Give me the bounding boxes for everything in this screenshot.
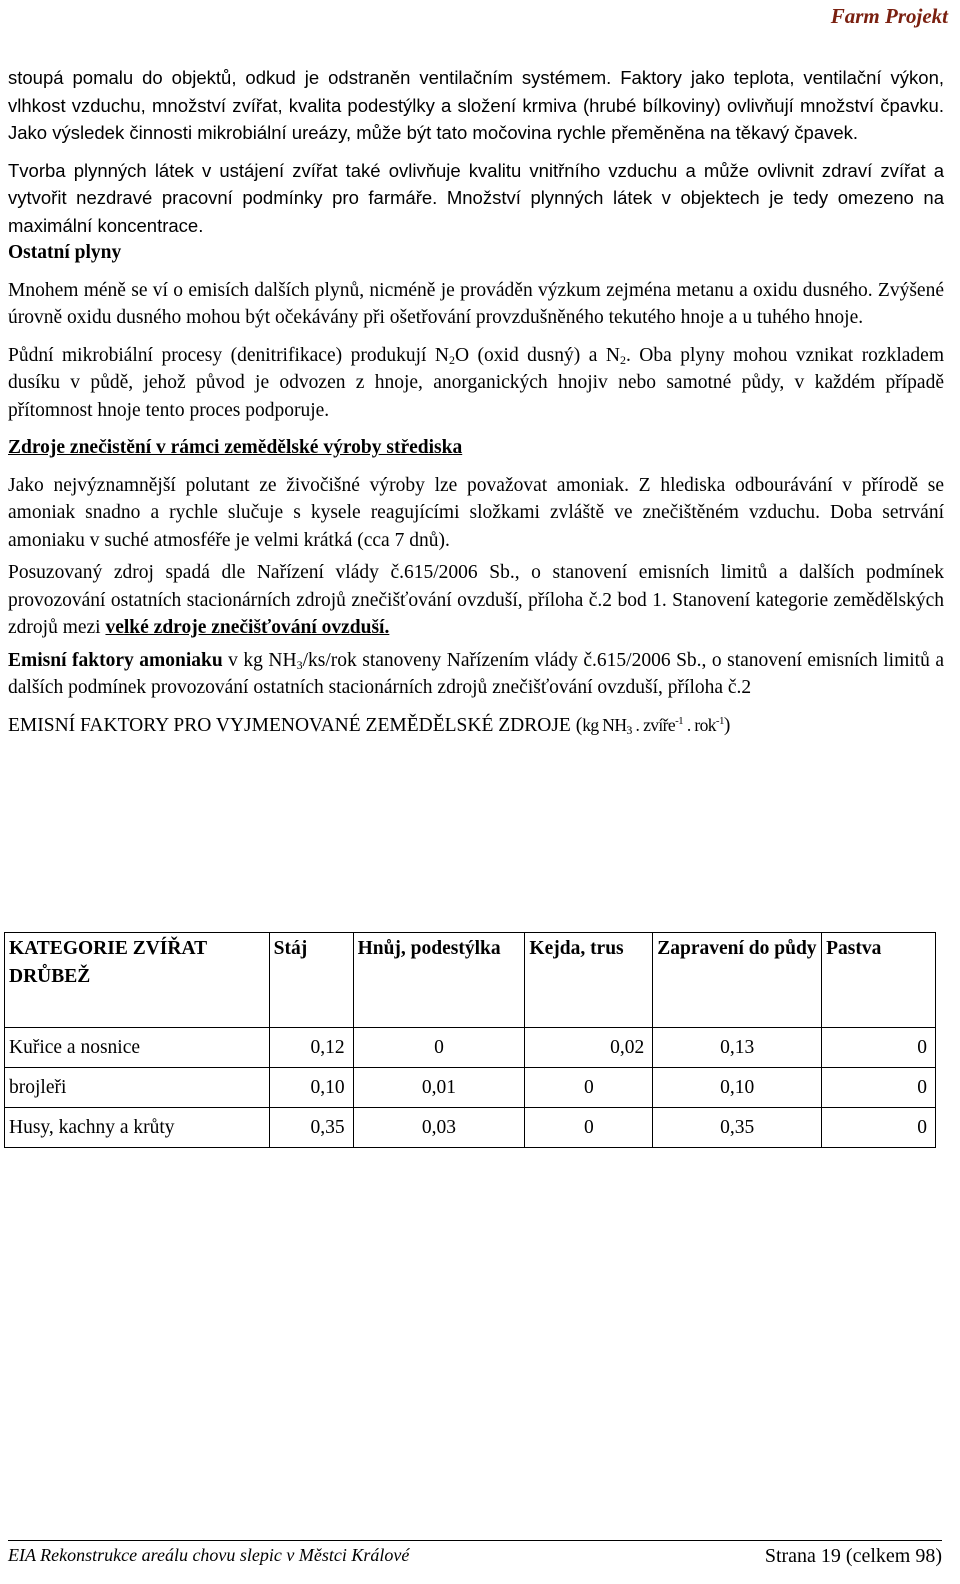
table-cell: 0,35 [653, 1108, 822, 1148]
heading-pollution-sources: Zdroje znečistění v rámci zemědělské výroby střediska [8, 437, 463, 458]
table-header-cell: Pastva [822, 933, 936, 1028]
footer-divider [8, 1540, 942, 1541]
table-header-cell: Stáj [269, 933, 353, 1028]
table-cell: Kuřice a nosnice [5, 1028, 270, 1068]
footer-page-number: Strana 19 (celkem 98) [764, 1545, 942, 1567]
table-cell: 0,10 [269, 1068, 353, 1108]
table-cell: 0 [353, 1028, 525, 1068]
table-cell: 0,03 [353, 1108, 525, 1148]
table-cell: 0,13 [653, 1028, 822, 1068]
paragraph-emission-factors: Emisní faktory amoniaku v kg $NH_3/ks$/rok stanoveny Nařízením vlády č.615/2006 Sb., o stanovení emisních limitů a dalších podmínek provozování ostatních stacionárních zdrojů znečišťování ovzduší, příloha č.2 [8, 649, 944, 698]
table-header-cell: Kejda, trus [525, 933, 653, 1028]
table-cell: brojleři [5, 1068, 270, 1108]
table-cell: 0 [525, 1068, 653, 1108]
paragraph-gas-formation: Tvorba plynných látek v ustájení zvířat také ovlivňuje kvalitu vnitřního vzduchu a může ovlivnit zdraví zvířat a vytvořit nezdravé pracovní podmínky pro farmáře. Množství plynných látek v objektech je tedy omezeno na maximální koncentrace. [8, 159, 944, 236]
paragraph-soil-processes: Půdní mikrobiální procesy (denitrifikace) produkují $N_2O$ (oxid dusný) a $N_2$. Oba plyny mohou vznikat rozkladem dusíku v půdě, jehož původ je odvozen z hnoje, anorganických hnojiv nebo samotné půdy, v každém případě přítomnost hnoje tento proces podporuje. [8, 344, 944, 421]
table-cell: 0,10 [653, 1068, 822, 1108]
table-cell: 0,12 [269, 1028, 353, 1068]
table-cell: 0 [822, 1028, 936, 1068]
paragraph-other-gases: Mnohem méně se ví o emisích dalších plynů, nicméně je prováděn výzkum zejména metanu a oxidu dusného. Zvýšené úrovně oxidu dusného mohou být očekávány při ošetřování provzdušněného tekutého hnoje a u tuhého hnoje. [8, 279, 944, 328]
table-row [5, 1028, 936, 1068]
table-cell: 0 [525, 1108, 653, 1148]
page-body [8, 64, 944, 739]
table-cell: 0,02 [525, 1028, 653, 1068]
paragraph-ventilation: stoupá pomalu do objektů, odkud je odstraněn ventilačním systémem. Faktory jako teplota, ventilační výkon, vlhkost vzduchu, množství zvířat, kvalita podestýlky a složení krmiva (hrubé bílkoviny) ovlivňují množství čpavku. Jako výsledek činnosti mikrobiální ureázy, může být tato močovina rychle přeměněna na těkavý čpavek. [8, 67, 944, 143]
table-header-row [5, 933, 936, 1028]
header-title: Farm Projekt [830, 4, 948, 28]
table-title: EMISNÍ FAKTORY PRO VYJMENOVANÉ ZEMĚDĚLSKÉ ZDROJE (kg $NH_3$ . zvíře$^{-1}$ . rok$^{-1}$) [8, 714, 731, 737]
table-cell: 0,01 [353, 1068, 525, 1108]
table-cell: 0 [822, 1068, 936, 1108]
heading-other-gases: Ostatní plyny [8, 242, 122, 263]
paragraph-ammonia: Jako nejvýznamnější polutant ze živočišné výroby lze považovat amoniak. Z hlediska odbourávání v přírodě se amoniak snadno a rychle slučuje s kysele reagujícími složkami zvláště ve znečištěném vzduchu. Doba setrvání amoniaku v suché atmosféře je velmi krátká (cca 7 dnů). [8, 474, 944, 551]
table-row [5, 1108, 936, 1148]
table-cell: 0,35 [269, 1108, 353, 1148]
table-cell: Husy, kachny a krůty [5, 1108, 270, 1148]
table-header-cell: KATEGORIE ZVÍŘAT DRŮBEŽ [5, 933, 270, 1028]
emission-factors-table [4, 932, 936, 1148]
table-row [5, 1068, 936, 1108]
table-header-cell: Zapravení do půdy [653, 933, 822, 1028]
table-header-cell: Hnůj, podestýlka [353, 933, 525, 1028]
page-footer [8, 1540, 942, 1568]
table-cell: 0 [822, 1108, 936, 1148]
paragraph-regulation: Posuzovaný zdroj spadá dle Nařízení vlády č.615/2006 Sb., o stanovení emisních limitů a dalších podmínek provozování ostatních stacionárních zdrojů znečišťování ovzduší, příloha č.2 bod 1. Stanovení kategorie zemědělských zdrojů mezi velké zdroje znečišťování ovzduší. [8, 562, 944, 638]
footer-document-title: EIA Rekonstrukce areálu chovu slepic v Městci Králové [8, 1545, 410, 1565]
